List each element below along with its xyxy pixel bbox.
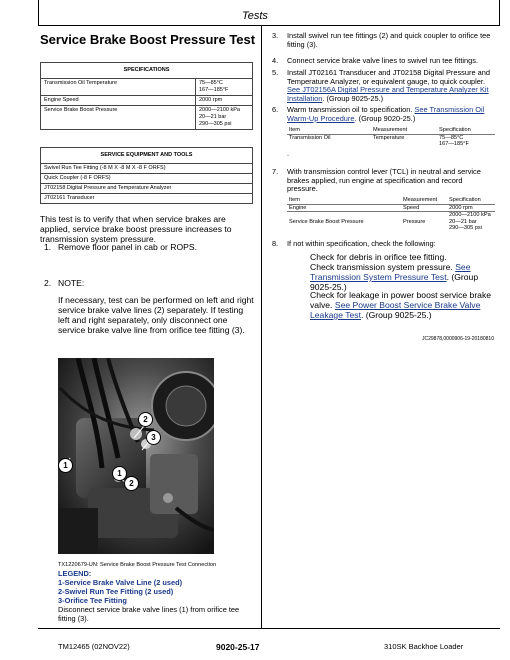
intro-text: This test is to verify that when service brakes are applied, service brake boost pressure increases to transmission system pressure. [40, 214, 232, 244]
step-7-spec-table [287, 197, 495, 232]
legend-title: LEGEND: [58, 569, 92, 578]
cell-specification: 2000 rpm [447, 204, 495, 212]
step-5-text: Install JT02161 Transducer and JT02158 Digital Pressure and Temperature Analyzer, or equivalent gauge, to quick coupler. [287, 68, 490, 86]
legend-item: 1-Service Brake Valve Line (2 used) [58, 578, 183, 587]
callout-3: 3 [146, 430, 161, 445]
callout-2: 2 [124, 476, 139, 491]
footer-machine-name: 310SK Backhoe Loader [384, 642, 464, 651]
oil-warm-up-procedure-link[interactable]: See Transmission Oil Warm-Up Procedure [287, 105, 485, 123]
step-6-text: Warm transmission oil to specification. [287, 105, 413, 114]
footer-manual-id: TM12465 (02NOV22) [58, 642, 130, 651]
step-number: 5. [272, 68, 279, 77]
spec-value: 75—85°C 167—185°F [196, 79, 253, 96]
step-number: 7. [272, 167, 279, 176]
document-id: JC29878,0000906-19-20180810 [421, 336, 494, 342]
footer-rule [38, 628, 500, 629]
col-specification: Specification [439, 127, 471, 133]
tool-item: JT02158 Digital Pressure and Temperature Analyzer [41, 184, 253, 194]
column-divider [261, 26, 262, 628]
page-title: Service Brake Boost Pressure Test [40, 32, 256, 47]
footer-page-number: 9020-25-17 [216, 642, 260, 652]
note-text: If necessary, test can be performed on left and right service brake valve lines (2) separately. If testing left and right separately, only disconnect one service brake valve line from orifice tee fitting (3). [58, 295, 254, 335]
transmission-system-pressure-test-link[interactable]: See Transmission System Pressure Test [310, 262, 471, 282]
step-6-spec-table [287, 127, 495, 148]
step-number: 6. [272, 105, 279, 114]
callout-1: 1 [112, 466, 127, 481]
col-measurement: Measurement [403, 197, 438, 203]
spec-value: 2000 rpm [196, 96, 253, 106]
step-number: 8. [272, 239, 279, 248]
tool-item: Swivel Run Tee Fitting (-8 M X -8 M X -8 F ORFS) [41, 164, 253, 174]
cell-item: Engine [287, 204, 401, 212]
step-5-tail: . (Group 9025-25.) [322, 93, 384, 103]
step-number: 2. [44, 278, 52, 288]
tools-table [40, 147, 253, 204]
step-number: 1. [44, 242, 52, 252]
callout-2: 2 [138, 412, 153, 427]
spec-label: Engine Speed [41, 96, 196, 106]
check-leakage [310, 290, 495, 320]
note-label: NOTE: [58, 278, 85, 288]
test-connection-photo [58, 358, 214, 554]
cell-measurement: Speed [401, 204, 447, 212]
step-4-text: Connect service brake valve lines to swivel run tee fittings. [287, 56, 479, 65]
power-boost-valve-leakage-test-link[interactable]: See Power Boost Service Brake Valve Leakage Test [310, 300, 481, 320]
check-leakage-tail: . (Group 9025-25.) [360, 310, 432, 320]
analyzer-kit-installation-link[interactable]: See JT02156A Digital Pressure and Temperature Analyzer Kit Installation [287, 85, 489, 103]
col-item: Item [289, 197, 300, 203]
check-system-pressure [310, 262, 495, 292]
spec-label: Transmission Oil Temperature [41, 79, 196, 96]
step-3-text: Install swivel run tee fittings (2) and quick coupler to orifice tee fitting (3). [287, 31, 491, 49]
cell-specification: 2000—2100 kPa 20—21 bar 290—305 psi [447, 212, 495, 232]
transmission-photo-illustration [58, 358, 214, 554]
col-specification: Specification [449, 197, 481, 203]
separator-dot: . [287, 149, 290, 158]
check-leakage-text: Check for leakage in power boost service brake valve. [310, 290, 492, 310]
specifications-heading: SPECIFICATIONS [41, 63, 253, 79]
step-8-text: If not within specification, check the following: [287, 239, 436, 248]
cell-item: Service Brake Boost Pressure [287, 212, 401, 232]
step-number: 4. [272, 56, 279, 65]
tool-item: Quick Coupler (-8 F ORFS) [41, 174, 253, 184]
spec-value: 2000—2100 kPa 20—21 bar 290—305 psi [196, 106, 253, 130]
col-measurement: Measurement [373, 127, 408, 133]
tool-item: JT02161 Transducer [41, 194, 253, 204]
cell-item: Transmission Oil [287, 134, 371, 148]
callout-1: 1 [58, 458, 73, 473]
cell-measurement: Pressure [401, 212, 447, 232]
legend-item: 2-Swivel Run Tee Fitting (2 used) [58, 587, 174, 596]
step-7-text: With transmission control lever (TCL) in neutral and service brakes applied, run engine at specification and record pressure. [287, 167, 481, 194]
check-debris: Check for debris in orifice tee fitting. [310, 252, 447, 262]
section-header: Tests [242, 10, 268, 22]
check-system-pressure-tail: . (Group 9025-25.) [310, 272, 479, 292]
col-item: Item [289, 127, 300, 133]
disconnect-text: Disconnect service brake valve lines (1) from orifice tee fitting (3). [58, 605, 240, 623]
check-system-pressure-text: Check transmission system pressure. [310, 262, 453, 272]
step-1-text: Remove floor panel in cab or ROPS. [58, 242, 197, 252]
header-rule [38, 25, 500, 26]
specifications-table [40, 62, 253, 130]
cell-measurement: Temperature [371, 134, 437, 148]
step-6-tail: . (Group 9020-25.) [354, 113, 416, 123]
cell-specification: 75—85°C 167—185°F [437, 134, 495, 148]
figure-caption: TX1220679-UN: Service Brake Boost Pressure Test Connection [58, 562, 217, 568]
spec-label: Service Brake Boost Pressure [41, 106, 196, 130]
tools-heading: SERVICE EQUIPMENT AND TOOLS [41, 148, 253, 164]
step-6-block [287, 106, 495, 123]
step-number: 3. [272, 31, 279, 40]
legend-item: 3-Orifice Tee Fitting [58, 596, 127, 605]
step-5-block [287, 69, 495, 103]
